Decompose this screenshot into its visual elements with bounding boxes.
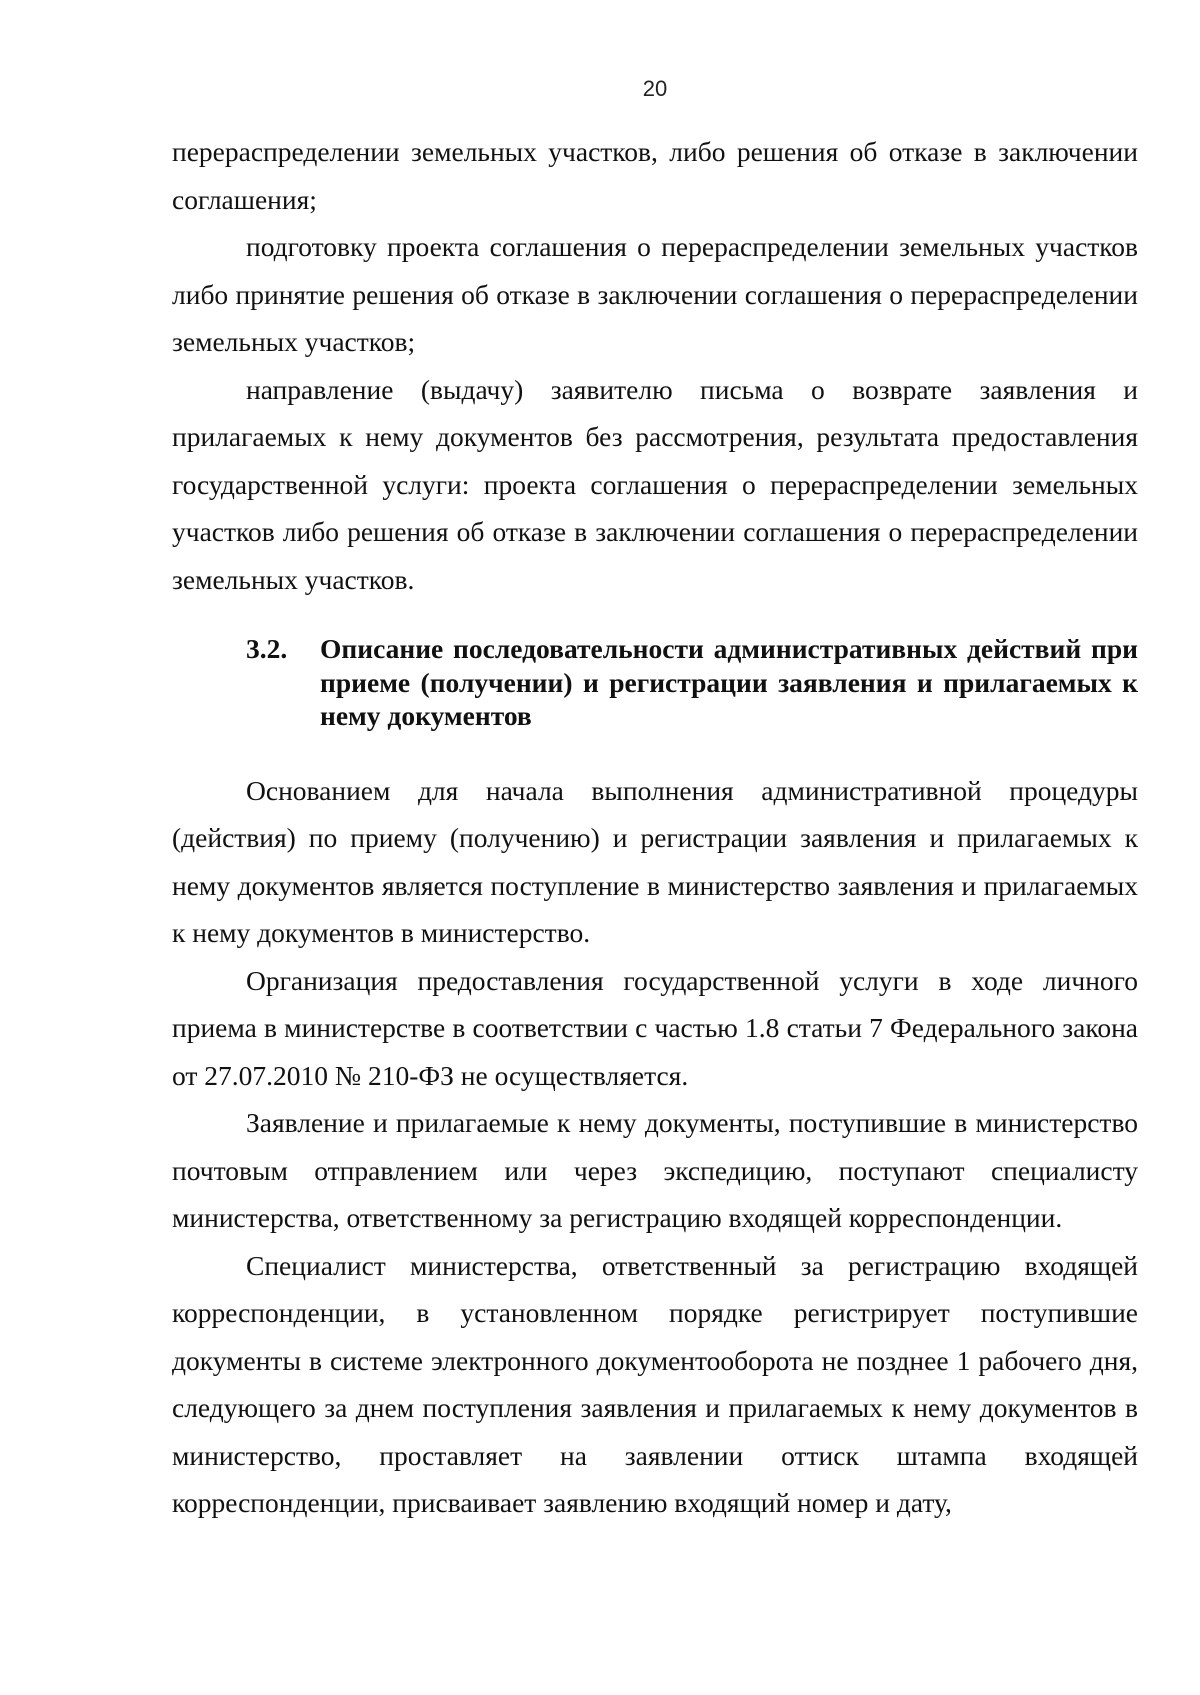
paragraph: Специалист министерства, ответственный за регистрацию входящей корреспонденции, в установленном порядке регистрирует поступившие документы в системе электронного документооборота не позднее 1 рабочего дня, следующего за днем поступления заявления и прилагаемых к нему документов в министерство, проставляет на заявлении оттиск штампа входящей корреспонденции, присваивает заявлению входящий номер и дату, [172,1249,1138,1518]
paragraph: Основанием для начала выполнения административной процедуры (действия) по приему (получению) и регистрации заявления и прилагаемых к нему документов является поступление в министерство заявления и прилагаемых к нему документов в министерство. [172,774,1138,948]
section-title: Описание последовательности административных действий при приеме (получении) и регистрации заявления и прилагаемых к нему документов [320,633,1138,731]
paragraph-list-item: подготовку проекта соглашения о перераспределении земельных участков либо принятие решения об отказе в заключении соглашения о перераспределении земельных участков; [172,231,1138,357]
document-body [172,128,1138,1527]
section-number: 3.2. [246,633,288,664]
page-number: 20 [642,76,668,101]
paragraph: Заявление и прилагаемые к нему документы, поступившие в министерство почтовым отправлением или через экспедицию, поступают специалисту министерства, ответственному за регистрацию входящей корреспонденции. [172,1107,1138,1233]
paragraph-list-item: направление (выдачу) заявителю письма о возврате заявления и прилагаемых к нему документов без рассмотрения, результата предоставления государственной услуги: проекта соглашения о перераспределении земельных участков либо решения об отказе в заключении соглашения о перераспределении земельных участков. [172,373,1138,595]
paragraph: Организация предоставления государственной услуги в ходе личного приема в министерстве в соответствии с частью 1.8 статьи 7 Федерального закона от 27.07.2010 № 210-ФЗ не осуществляется. [172,964,1138,1091]
section-heading [172,632,1138,733]
paragraph-continuation: перераспределении земельных участков, либо решения об отказе в заключении соглашения; [172,136,1138,215]
